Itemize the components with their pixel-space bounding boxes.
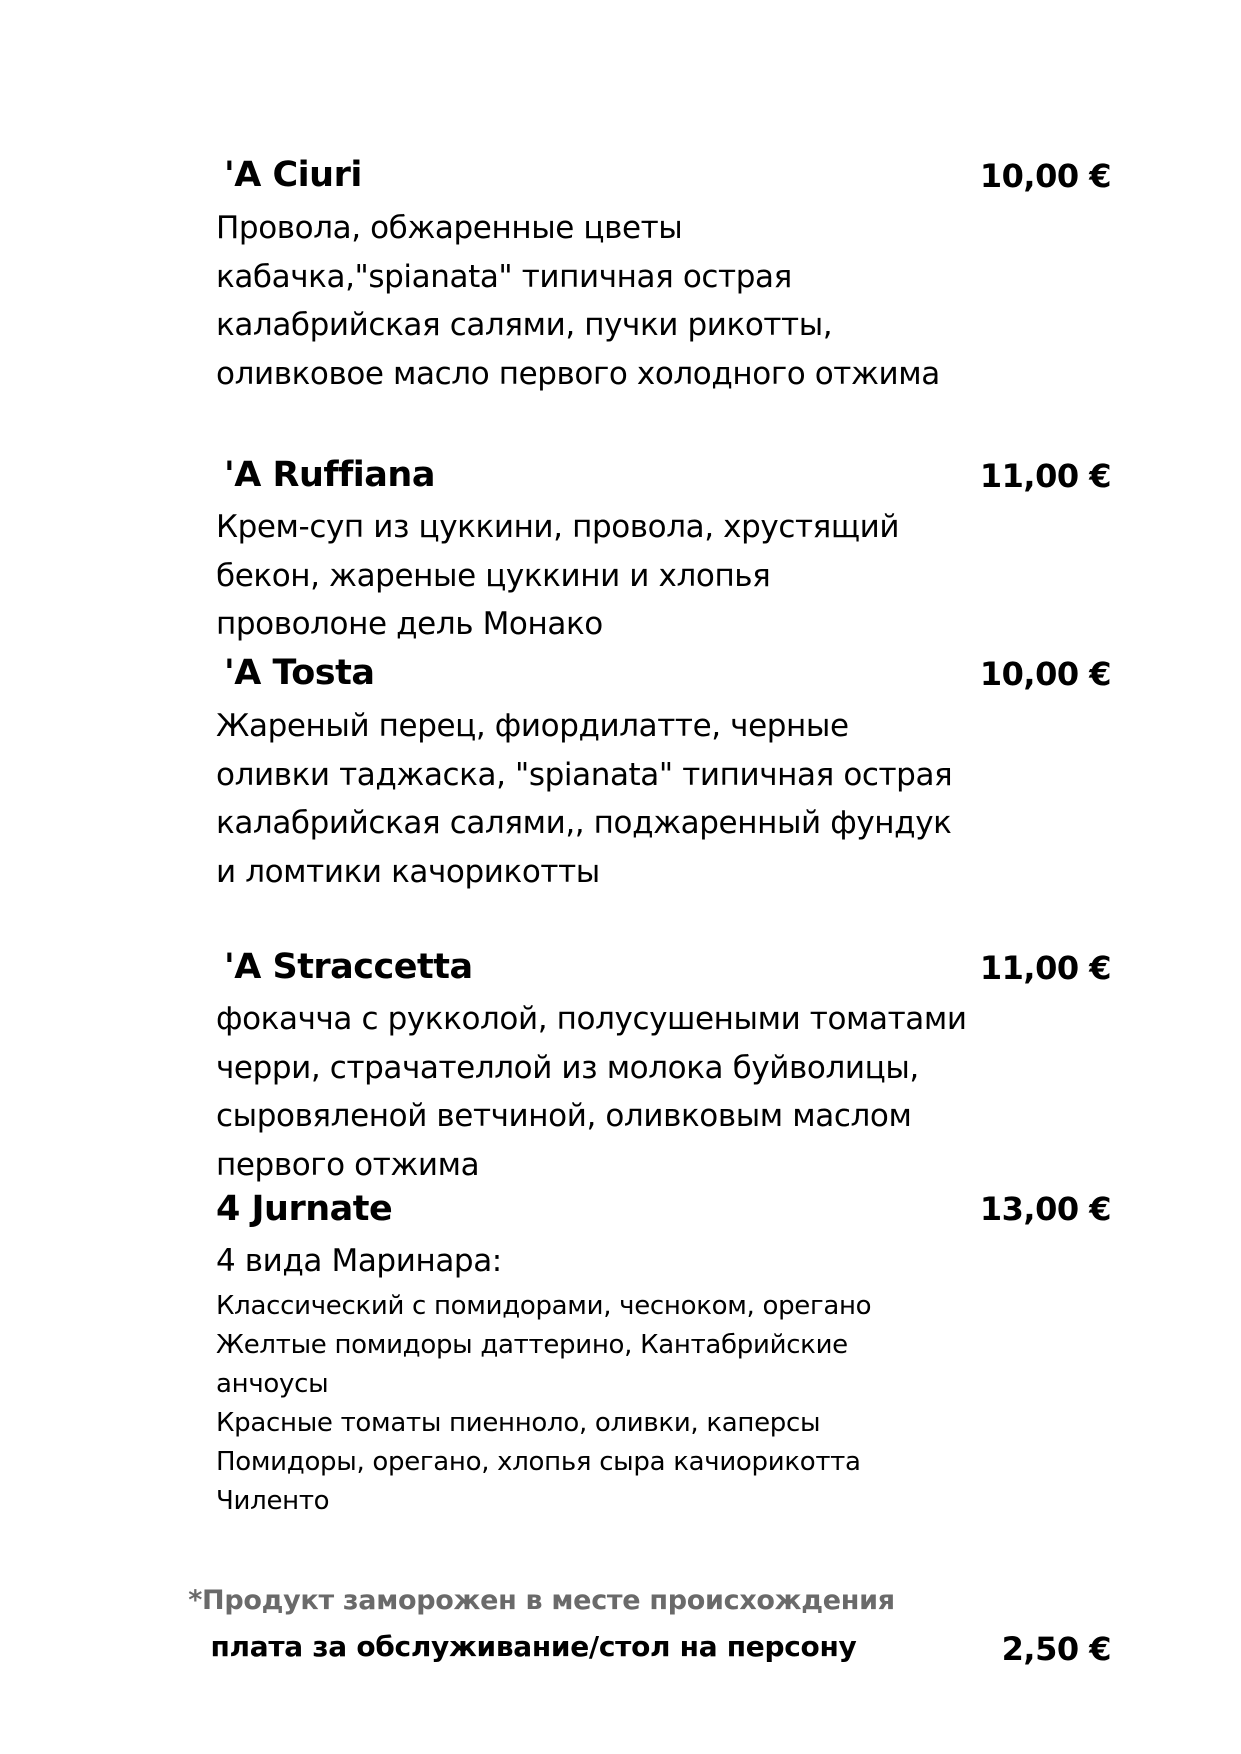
item-price: 11,00 € [979, 457, 1111, 495]
description-line: черри, страчателлой из молока буйволицы, [216, 1049, 919, 1086]
variant-line: Чиленто [216, 1486, 330, 1516]
item-price: 10,00 € [979, 157, 1111, 195]
description-line: Провола, обжаренные цветы [216, 210, 683, 246]
service-charge-label: плата за обслуживание/стол на персону [210, 1630, 857, 1663]
item-title: 'A Straccetta [224, 947, 473, 987]
item-price: 13,00 € [979, 1190, 1111, 1228]
variant-line: Помидоры, орегано, хлопья сыра качиорикотта [216, 1447, 861, 1477]
item-price: 10,00 € [979, 655, 1111, 693]
item-title: 'A Tosta [224, 653, 375, 693]
description-line: оливковое масло первого холодного отжима [216, 355, 940, 392]
description-line: оливки таджаска, "spianata" типичная острая [216, 756, 953, 793]
service-charge-price: 2,50 € [1001, 1630, 1111, 1668]
item-description [216, 995, 967, 1189]
item-price: 11,00 € [979, 949, 1111, 987]
description-line: бекон, жареные цуккини и хлопья [216, 557, 771, 594]
frozen-product-note: *Продукт заморожен в месте происхождения [188, 1585, 895, 1616]
item-title: 'A Ciuri [224, 155, 362, 195]
item-description [216, 503, 899, 649]
description-line: фокачча с рукколой, полусушеными томатами [216, 1001, 967, 1037]
item-title: 4 Jurnate [216, 1189, 393, 1229]
description-line: и ломтики качорикотты [216, 853, 600, 890]
variant-line: Классический с помидорами, чесноком, орегано [216, 1291, 872, 1321]
item-subtitle: 4 вида Маринара: [216, 1243, 502, 1279]
variant-line: Красные томаты пиенноло, оливки, каперсы [216, 1408, 821, 1438]
description-line: калабрийская салями,, поджаренный фундук [216, 805, 952, 841]
description-line: Крем-суп из цуккини, провола, хрустящий [216, 509, 900, 545]
description-line: калабрийская салями, пучки рикотты, [216, 307, 833, 343]
description-line: кабачка,"spianata" типичная острая [216, 258, 792, 295]
description-line: Жареный перец, фиордилатте, черные [216, 708, 849, 744]
item-description [216, 702, 952, 896]
variant-line: анчоусы [216, 1369, 329, 1399]
item-description [216, 204, 940, 398]
item-title: 'A Ruffiana [224, 455, 435, 495]
description-line: проволоне дель Монако [216, 606, 603, 642]
description-line: первого отжима [216, 1146, 480, 1183]
variant-list [216, 1287, 871, 1521]
variant-line: Желтые помидоры даттерино, Кантабрийские [216, 1330, 848, 1360]
description-line: сыровяленой ветчиной, оливковым маслом [216, 1098, 912, 1134]
